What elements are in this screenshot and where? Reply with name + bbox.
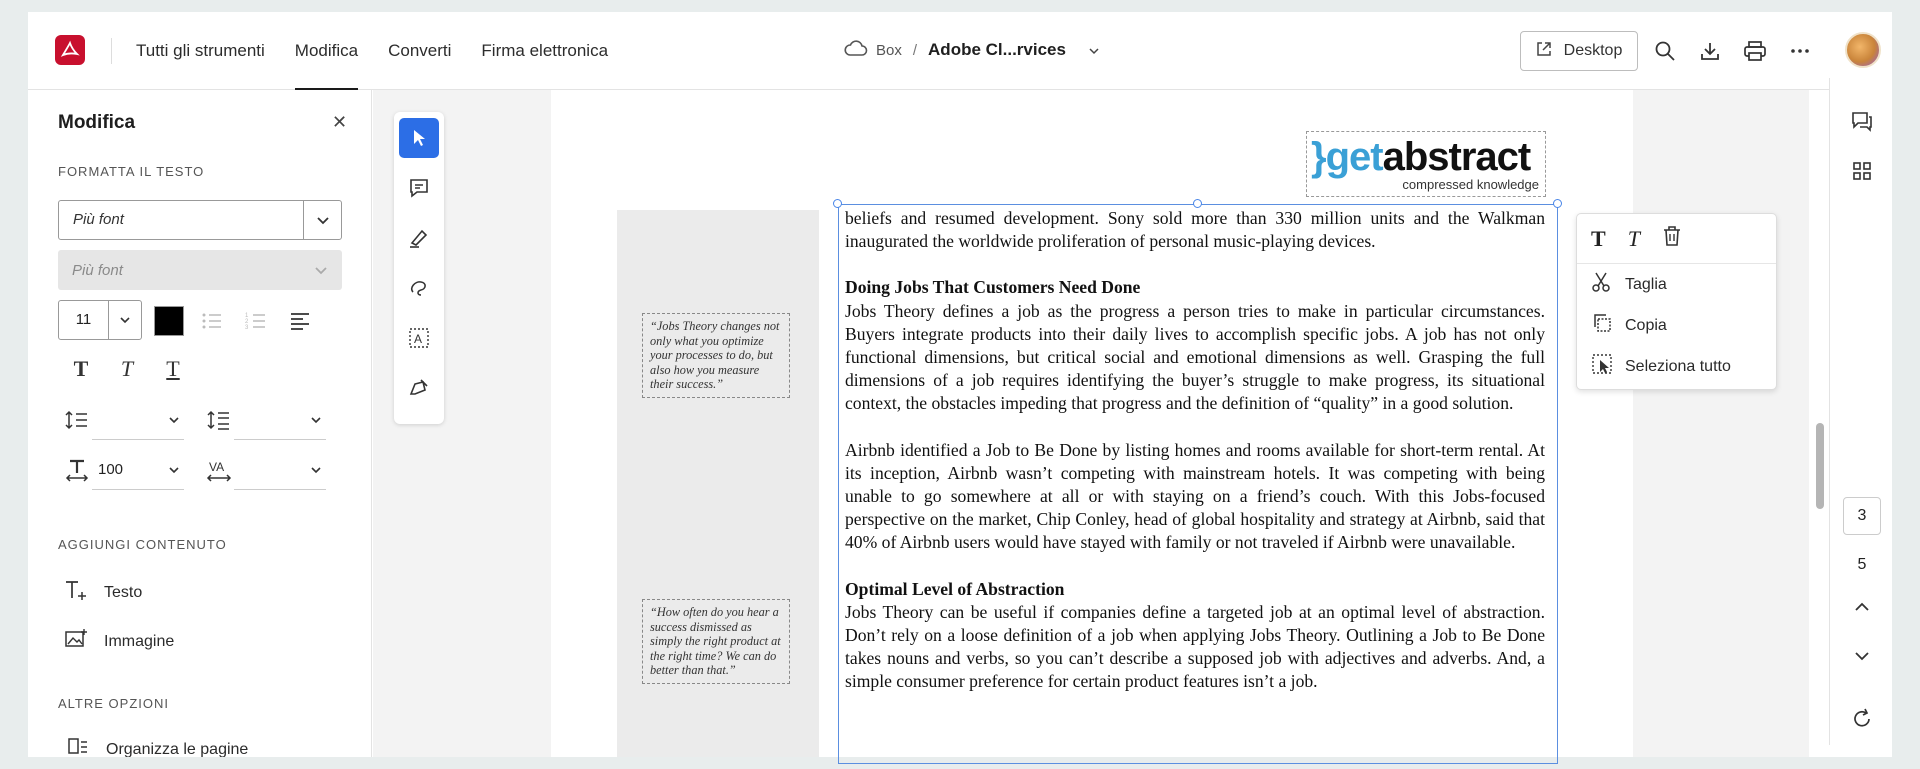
italic-icon[interactable]: T <box>120 356 134 381</box>
print-icon[interactable] <box>1740 36 1770 66</box>
sign-icon[interactable] <box>399 368 439 408</box>
section-format-text: FORMATTA IL TESTO <box>58 164 205 179</box>
more-options-icon[interactable] <box>1785 36 1815 66</box>
total-pages: 5 <box>1857 556 1867 573</box>
copy-icon <box>1591 312 1613 339</box>
horizontal-scale-control[interactable] <box>62 450 184 490</box>
logo-tagline: compressed knowledge <box>1402 177 1539 192</box>
acrobat-logo[interactable] <box>55 35 85 65</box>
select-tool[interactable] <box>399 118 439 158</box>
main-nav <box>136 12 608 90</box>
top-bar <box>28 12 1892 90</box>
horizontal-scale-value: 100 <box>98 461 124 478</box>
download-icon[interactable] <box>1695 36 1725 66</box>
format-quick-actions <box>1577 214 1776 264</box>
open-desktop-button[interactable] <box>1520 31 1638 71</box>
svg-text:1: 1 <box>245 313 249 319</box>
nav-edit[interactable]: Modifica <box>295 12 358 90</box>
breadcrumb <box>844 39 1100 61</box>
resize-handle[interactable] <box>833 199 842 208</box>
text-context-menu <box>1576 213 1777 390</box>
add-text-button[interactable] <box>64 578 142 607</box>
edit-panel <box>28 90 372 757</box>
character-spacing-icon <box>204 458 234 482</box>
horizontal-scale-icon <box>62 458 92 482</box>
current-page-input[interactable]: 3 <box>1843 497 1881 535</box>
font-style-value: Più font <box>72 261 123 279</box>
font-family-select[interactable] <box>58 200 342 240</box>
paragraph-spacing-control[interactable] <box>204 400 326 440</box>
section-add-content: AGGIUNGI CONTENUTO <box>58 537 227 552</box>
cloud-icon <box>844 39 868 61</box>
menu-item-cut[interactable] <box>1577 264 1776 305</box>
nav-divider <box>111 38 112 64</box>
chevron-down-icon[interactable] <box>303 201 341 239</box>
italic-icon[interactable]: T <box>1627 225 1640 251</box>
text-box-icon[interactable] <box>399 318 439 358</box>
paragraph-spacing-icon <box>204 409 234 431</box>
select-all-icon <box>1591 353 1613 380</box>
paragraph[interactable]: beliefs and resumed development. Sony sold more than 330 million units and the Walkman inaugurated the worldwide proliferation of personal music-playing devices. <box>845 208 1545 252</box>
pull-quote-2[interactable]: “How often do you hear a success dismissed as simply the right product at the right time? We can do better than that.” <box>642 599 790 684</box>
scissors-icon <box>1591 271 1613 298</box>
line-spacing-control[interactable] <box>62 400 184 440</box>
add-text-icon <box>64 578 88 607</box>
vertical-scrollbar-thumb[interactable] <box>1816 423 1824 509</box>
character-spacing-field[interactable] <box>234 450 326 490</box>
line-spacing-field[interactable] <box>92 400 184 440</box>
paragraph[interactable]: Jobs Theory can be useful if companies define a targeted job at an optimal level of abstraction. Don’t rely on a loose definition of a job when applying Jobs Theory. Outlining a Job to Be Done takes nouns and verbs, so you can’t describe a supposed job with adjectives and adverbs. And, a simple consumer preference for certain product features isn’t a job. <box>845 601 1545 692</box>
chevron-down-icon <box>314 262 328 279</box>
close-icon[interactable]: ✕ <box>332 112 348 132</box>
user-avatar[interactable] <box>1845 32 1881 68</box>
menu-item-copy[interactable] <box>1577 305 1776 346</box>
draw-icon[interactable] <box>399 268 439 308</box>
horizontal-scale-field[interactable] <box>92 450 184 490</box>
svg-text:2: 2 <box>245 319 249 325</box>
add-image-button[interactable] <box>64 628 174 655</box>
bulleted-list-icon <box>198 306 228 336</box>
breadcrumb-location[interactable]: Box <box>876 41 902 59</box>
section-heading[interactable]: Doing Jobs That Customers Need Done <box>845 277 1141 298</box>
section-heading[interactable]: Optimal Level of Abstraction <box>845 578 1065 599</box>
pull-quote-1[interactable]: “Jobs Theory changes not only what you optimize your processes to do, but also how you measure their success.” <box>642 313 790 398</box>
breadcrumb-separator: / <box>912 41 918 59</box>
svg-text:VA: VA <box>209 460 225 474</box>
logo-wordmark: }getabstract <box>1311 135 1531 179</box>
add-text-label: Testo <box>104 583 143 601</box>
bold-icon[interactable]: T <box>73 356 89 381</box>
highlighter-icon[interactable] <box>399 218 439 258</box>
text-color-swatch[interactable] <box>154 306 184 336</box>
add-image-label: Immagine <box>104 632 175 650</box>
search-icon[interactable] <box>1650 36 1680 66</box>
comments-panel-icon[interactable] <box>1847 106 1877 136</box>
character-spacing-control[interactable] <box>204 450 326 490</box>
chevron-down-icon[interactable] <box>109 301 141 339</box>
paragraph-spacing-field[interactable] <box>234 400 326 440</box>
organize-pages-icon <box>66 736 90 757</box>
desktop-label: Desktop <box>1563 42 1623 59</box>
getabstract-logo[interactable] <box>1306 131 1546 197</box>
svg-text:A: A <box>414 332 423 346</box>
menu-item-copy-label: Copia <box>1625 316 1667 334</box>
menu-item-select-all[interactable] <box>1577 346 1776 387</box>
add-image-icon <box>64 628 88 655</box>
svg-text:3: 3 <box>245 325 249 331</box>
font-family-value: Più font <box>73 211 124 228</box>
underline-icon[interactable]: T <box>166 356 180 381</box>
chevron-up-icon[interactable] <box>1847 592 1877 622</box>
font-size-select[interactable] <box>58 300 142 340</box>
document-body-text[interactable] <box>845 207 1545 717</box>
bold-icon[interactable]: T <box>1591 225 1606 251</box>
menu-item-cut-label: Taglia <box>1625 275 1667 293</box>
chevron-down-icon[interactable] <box>1088 42 1100 59</box>
resize-handle[interactable] <box>1553 199 1562 208</box>
organize-pages-label: Organizza le pagine <box>106 740 249 757</box>
organize-pages-button[interactable] <box>66 736 248 757</box>
refresh-icon[interactable] <box>1847 704 1877 734</box>
menu-item-select-all-label: Seleziona tutto <box>1625 357 1731 375</box>
paragraph[interactable]: Jobs Theory defines a job as the progress a person tries to make in particular circumstances. Buyers integrate products into their daily lives to accomplish specific jobs. A job has not only functional dimensions, but critical social and emotional dimensions as well. Grasping the full dimensions of a job requires identifying the buyer’s struggle to make progress, its situational context, the obstacles impeding that progress and the definition of “quality” in a good solution. <box>845 300 1545 414</box>
paragraph[interactable]: Airbnb identified a Job to Be Done by listing homes and rooms available for short-term rental. At its inception, Airbnb wasn’t competing with mainstream hotels. It was competing with being unable to go somewhere at all or with staying on a friend’s couch. With this Jobs-focused perspective on the market, Chip Conley, head of global hospitality and strategy at Airbnb, said that 40% of Airbnb users would have stayed with family or not traveled if Airbnb were unavailable. <box>845 439 1545 553</box>
nav-convert[interactable]: Converti <box>388 41 452 60</box>
document-title[interactable]: Adobe Cl...rvices <box>928 40 1066 59</box>
trash-icon[interactable] <box>1662 225 1682 252</box>
chevron-down-icon[interactable] <box>1847 641 1877 671</box>
panel-title: Modifica <box>58 112 136 133</box>
grid-view-icon[interactable] <box>1847 156 1877 186</box>
align-left-icon[interactable] <box>286 306 316 336</box>
external-link-icon <box>1536 41 1552 62</box>
numbered-list-icon <box>242 306 272 336</box>
line-spacing-icon <box>62 409 92 431</box>
tools-toolbar <box>394 112 444 424</box>
comment-icon[interactable] <box>399 168 439 208</box>
section-other-options: ALTRE OPZIONI <box>58 696 169 711</box>
nav-esign[interactable]: Firma elettronica <box>481 41 609 60</box>
nav-all-tools[interactable]: Tutti gli strumenti <box>136 41 265 60</box>
font-style-select <box>58 250 342 290</box>
font-size-value: 11 <box>59 301 109 339</box>
